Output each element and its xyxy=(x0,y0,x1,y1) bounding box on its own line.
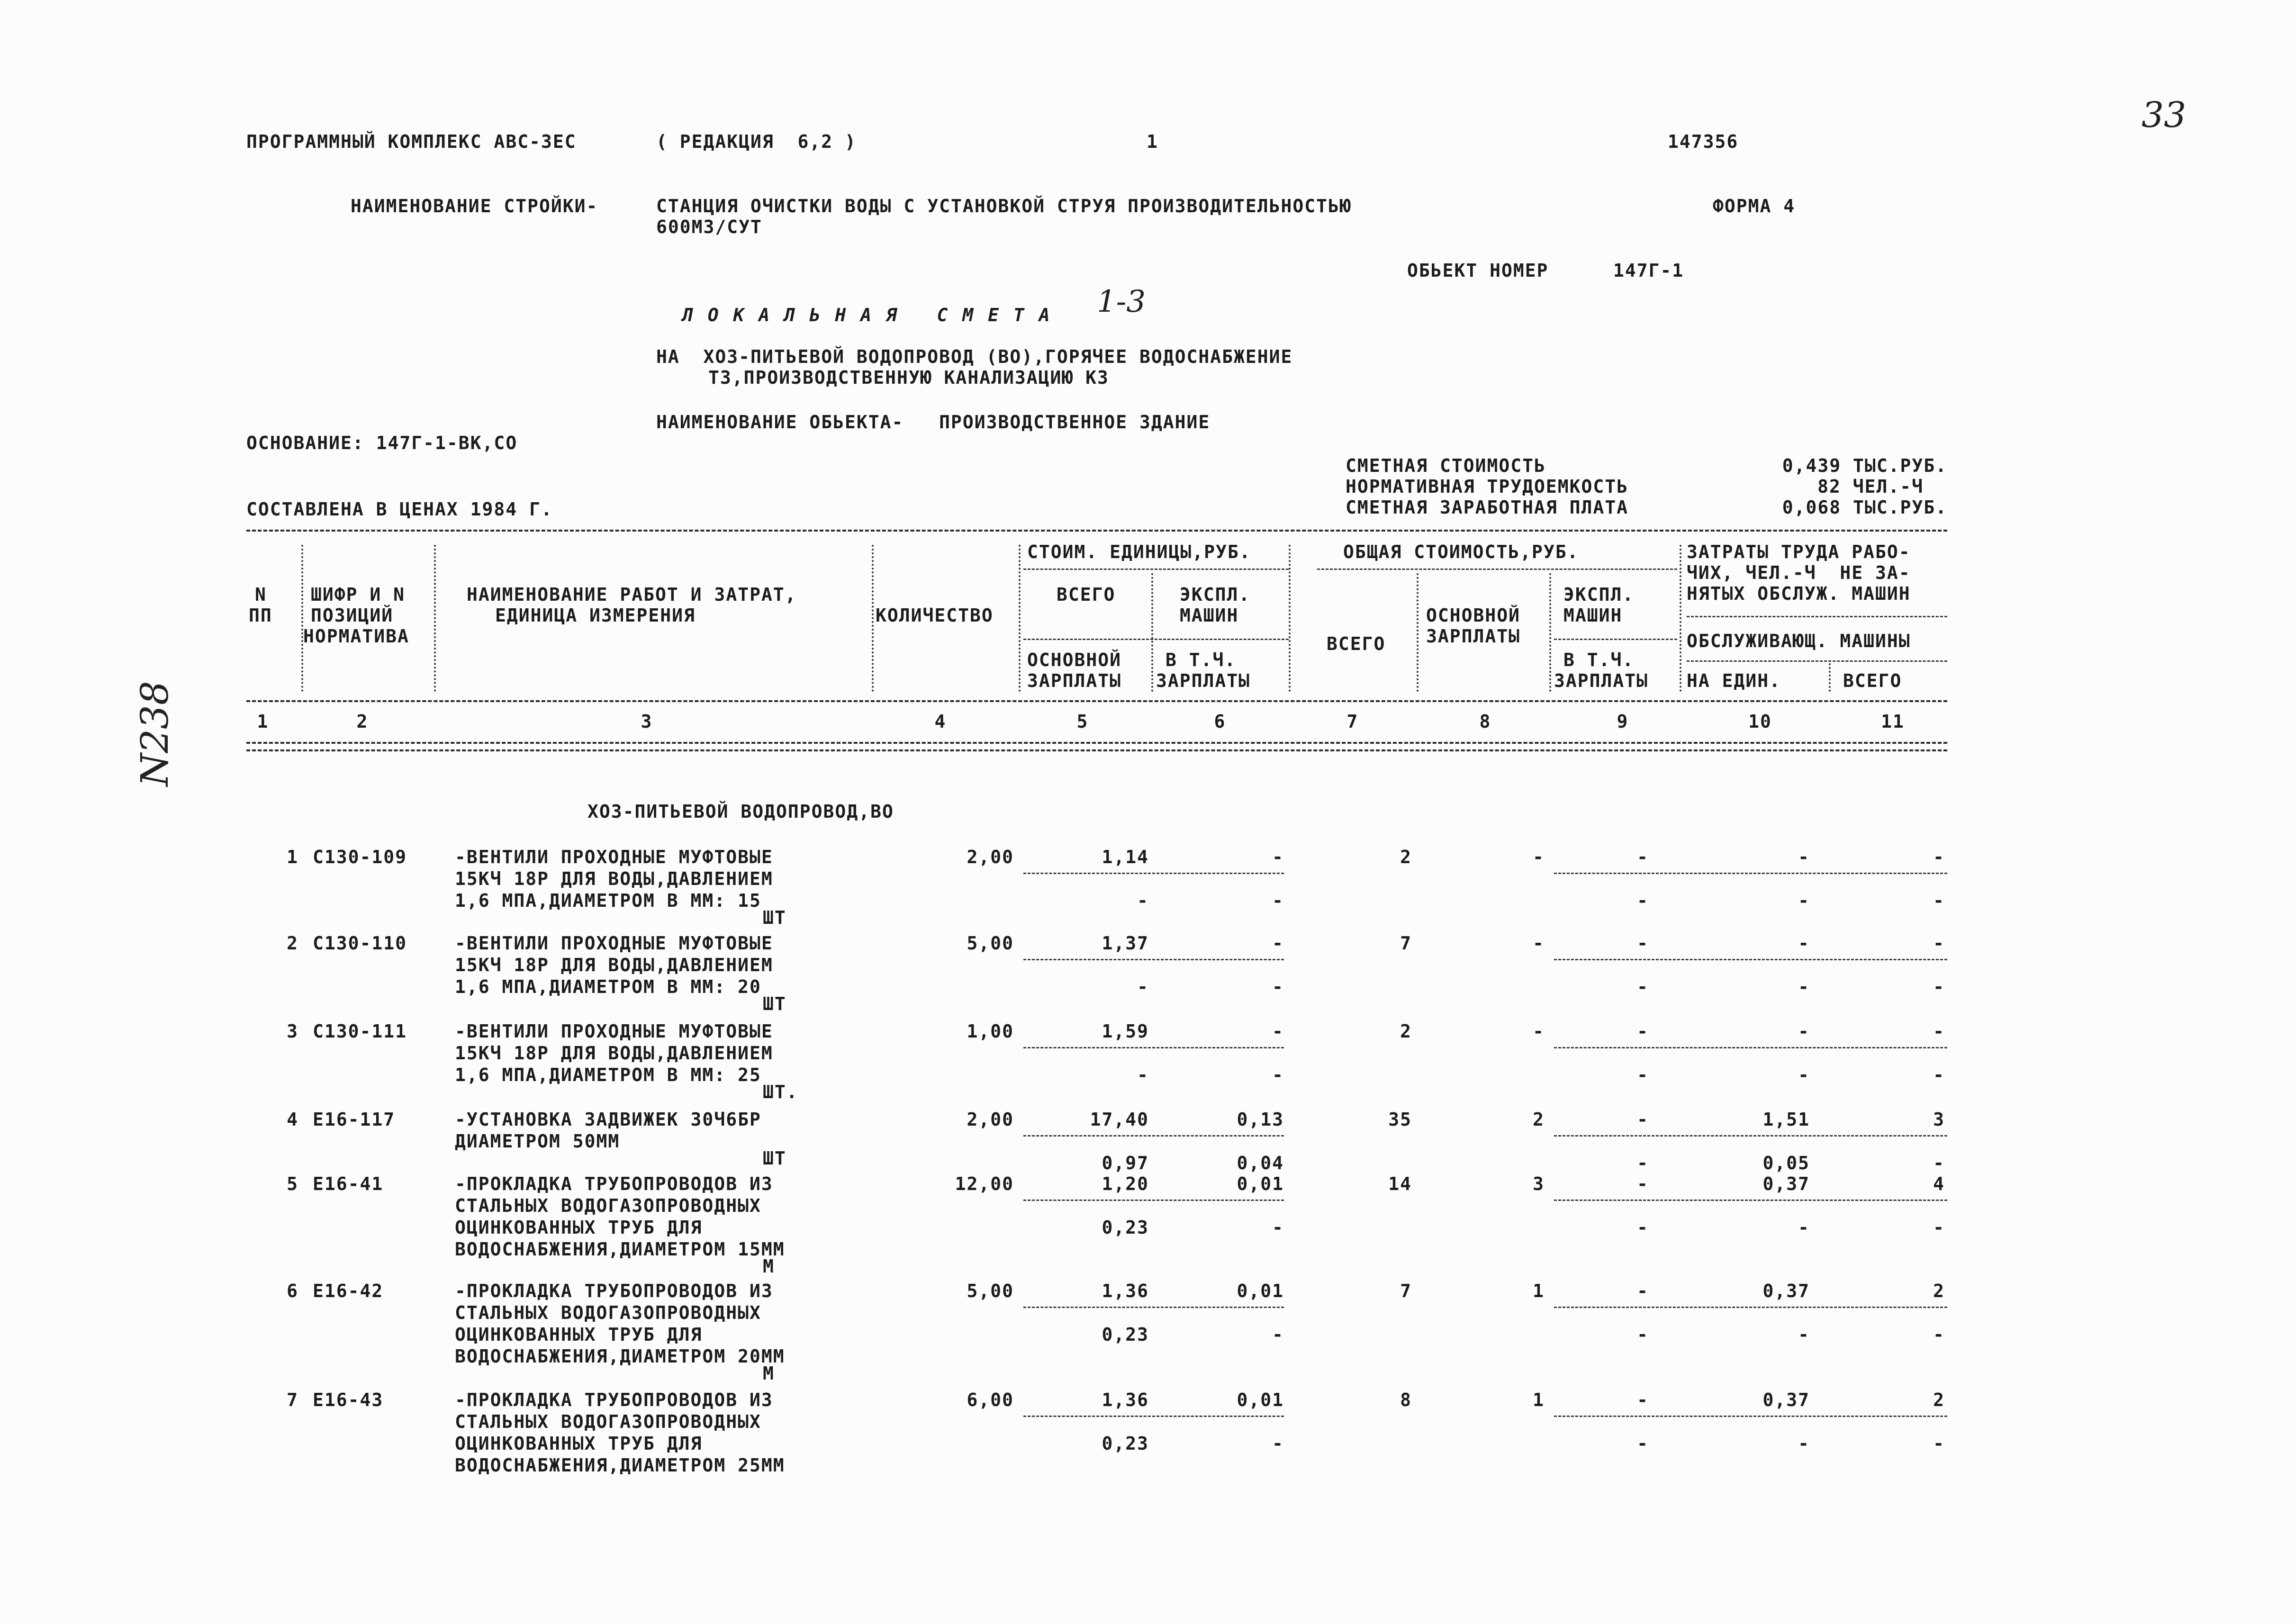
row-quantity: 1,00 xyxy=(967,1021,1014,1042)
row-labor2-total: - xyxy=(1933,1433,1945,1454)
construction-name-1: СТАНЦИЯ ОЧИСТКИ ВОДЫ С УСТАНОВКОЙ СТРУЯ ПРОИЗВОДИТЕЛЬНОСТЬЮ xyxy=(656,196,1352,217)
row-unit-incl: 0,04 xyxy=(1237,1153,1284,1173)
margin-handwritten-note: N238 xyxy=(133,681,177,786)
row-number: 2 xyxy=(287,933,298,954)
row-number: 1 xyxy=(287,847,298,867)
total-mach-head-1: ЭКСПЛ. xyxy=(1563,584,1635,605)
colnum-6: 6 xyxy=(1214,711,1226,732)
row-unit-wage: 0,97 xyxy=(1102,1153,1149,1173)
row-labor-unit: 0,37 xyxy=(1762,1281,1810,1301)
row-unit-incl: - xyxy=(1272,890,1284,911)
row-total: 14 xyxy=(1388,1173,1412,1194)
row-quantity: 6,00 xyxy=(967,1389,1014,1410)
unit-cost-head: СТОИМ. ЕДИНИЦЫ,РУБ. xyxy=(1027,541,1251,562)
row-labor-total: 2 xyxy=(1933,1281,1945,1301)
col1-head-1: N xyxy=(255,584,267,605)
col-sep-4 xyxy=(1019,545,1021,692)
row-number: 3 xyxy=(287,1021,298,1042)
total-incl-head-1: В Т.Ч. xyxy=(1563,650,1635,670)
row-unit-wage: - xyxy=(1137,1065,1149,1085)
row-labor2-unit: - xyxy=(1798,1433,1810,1454)
row-labor2-unit: - xyxy=(1798,1324,1810,1345)
row-labor2-unit: 0,05 xyxy=(1762,1153,1810,1173)
colnum-10: 10 xyxy=(1748,711,1772,732)
total-wage-head-2: ЗАРПЛАТЫ xyxy=(1426,626,1521,647)
labor-per-unit-head: НА ЕДИН. xyxy=(1687,670,1781,691)
total-all-head: ВСЕГО xyxy=(1327,633,1386,654)
row-subrule-mach xyxy=(1554,1047,1947,1048)
row-name-line: -ПРОКЛАДКА ТРУБОПРОВОДОВ ИЗ xyxy=(455,1173,773,1194)
page-corner-number: 33 xyxy=(2141,95,2187,135)
col-sep-7 xyxy=(1417,573,1419,692)
row-unit-total: 1,37 xyxy=(1102,933,1149,954)
total-wage-head-1: ОСНОВНОЙ xyxy=(1426,605,1521,626)
col-sep-9 xyxy=(1680,545,1681,692)
row-total-incl: - xyxy=(1637,1324,1649,1345)
colnum-5: 5 xyxy=(1076,711,1089,732)
row-unit-wage: 0,23 xyxy=(1102,1324,1149,1345)
row-total-incl: - xyxy=(1637,1433,1649,1454)
row-labor2-unit: - xyxy=(1798,976,1810,997)
row-total: 35 xyxy=(1388,1109,1412,1130)
header-rule-total xyxy=(1317,568,1677,570)
colnum-7: 7 xyxy=(1346,711,1359,732)
form-label: ФОРМА 4 xyxy=(1713,196,1796,217)
row-subrule-mach xyxy=(1554,873,1947,874)
row-name-line: ВОДОСНАБЖЕНИЯ,ДИАМЕТРОМ 15ММ xyxy=(455,1239,785,1260)
col-sep-8 xyxy=(1549,573,1551,692)
row-total: 8 xyxy=(1400,1389,1412,1410)
total-mach-head-2: МАШИН xyxy=(1563,605,1623,626)
row-total-wage: 2 xyxy=(1533,1109,1545,1130)
row-total-mach: - xyxy=(1637,1281,1649,1301)
row-labor-total: 4 xyxy=(1933,1173,1945,1194)
row-unit-mach: 0,13 xyxy=(1237,1109,1284,1130)
row-name-line: ВОДОСНАБЖЕНИЯ,ДИАМЕТРОМ 25ММ xyxy=(455,1455,785,1476)
row-unit-mach: - xyxy=(1272,847,1284,867)
row-number: 4 xyxy=(287,1109,298,1130)
row-labor2-total: - xyxy=(1933,1065,1945,1085)
row-quantity: 2,00 xyxy=(967,1109,1014,1130)
row-unit-incl: - xyxy=(1272,1065,1284,1085)
estimate-basis: ОСНОВАНИЕ: 147Г-1-ВК,СО xyxy=(246,433,518,453)
row-unit-incl: - xyxy=(1272,1324,1284,1345)
col-sep-1 xyxy=(301,545,303,692)
row-number: 5 xyxy=(287,1173,298,1194)
col3-head-1: НАИМЕНОВАНИЕ РАБОТ И ЗАТРАТ, xyxy=(467,584,797,605)
row-unit: ШТ xyxy=(763,993,786,1014)
col2-head-3: НОРМАТИВА xyxy=(303,626,409,647)
unit-incl-head-2: ЗАРПЛАТЫ xyxy=(1156,670,1251,691)
row-total-mach: - xyxy=(1637,1173,1649,1194)
col3-head-2: ЕДИНИЦА ИЗМЕРЕНИЯ xyxy=(495,605,696,626)
header-rule-unit-2 xyxy=(1023,639,1289,640)
row-subrule-mach xyxy=(1554,1416,1947,1417)
row-subrule-unit xyxy=(1023,1200,1284,1201)
row-unit: ШТ xyxy=(763,907,786,928)
row-labor-total: - xyxy=(1933,847,1945,867)
row-unit-total: 1,14 xyxy=(1102,847,1149,867)
row-name-line: -ВЕНТИЛИ ПРОХОДНЫЕ МУФТОВЫЕ xyxy=(455,847,773,867)
summary-value-labor: 82 ЧЕЛ.-Ч xyxy=(1817,476,1924,497)
row-code: С130-110 xyxy=(313,933,407,954)
row-total-mach: - xyxy=(1637,933,1649,954)
row-labor-total: - xyxy=(1933,933,1945,954)
object-number: 147Г-1 xyxy=(1613,260,1684,281)
row-name-line: ДИАМЕТРОМ 50ММ xyxy=(455,1131,620,1152)
colnum-9: 9 xyxy=(1617,711,1629,732)
row-name-line: -ПРОКЛАДКА ТРУБОПРОВОДОВ ИЗ xyxy=(455,1281,773,1301)
colnum-11: 11 xyxy=(1881,711,1905,732)
unit-wage-head-2: ЗАРПЛАТЫ xyxy=(1027,670,1122,691)
col-sep-5 xyxy=(1151,573,1153,692)
row-total-incl: - xyxy=(1637,1217,1649,1238)
page-number: 1 xyxy=(1147,131,1158,152)
row-name-line: 15КЧ 18Р ДЛЯ ВОДЫ,ДАВЛЕНИЕМ xyxy=(455,955,773,975)
row-name-line: -ВЕНТИЛИ ПРОХОДНЫЕ МУФТОВЫЕ xyxy=(455,933,773,954)
construction-name-2: 600М3/СУТ xyxy=(656,217,762,237)
labor-mach-head: ОБСЛУЖИВАЮЩ. МАШИНЫ xyxy=(1687,631,1911,651)
row-labor-unit: - xyxy=(1798,847,1810,867)
col-sep-2 xyxy=(434,545,436,692)
row-total-mach: - xyxy=(1637,847,1649,867)
object-label: ОБЬЕКТ НОМЕР xyxy=(1407,260,1549,281)
row-unit: ШТ. xyxy=(763,1082,798,1102)
row-name-line: СТАЛЬНЫХ ВОДОГАЗОПРОВОДНЫХ xyxy=(455,1411,761,1432)
row-quantity: 2,00 xyxy=(967,847,1014,867)
row-labor2-total: - xyxy=(1933,1153,1945,1173)
summary-label-wage: СМЕТНАЯ ЗАРАБОТНАЯ ПЛАТА xyxy=(1346,497,1629,518)
colnum-3: 3 xyxy=(641,711,653,732)
labor-head-3: НЯТЫХ ОБСЛУЖ. МАШИН xyxy=(1687,583,1911,604)
header-rule-labor-2 xyxy=(1687,660,1947,662)
row-unit: М xyxy=(763,1256,775,1277)
colnum-1: 1 xyxy=(257,711,269,732)
labor-total-head: ВСЕГО xyxy=(1843,670,1902,691)
construction-label: НАИМЕНОВАНИЕ СТРОЙКИ- xyxy=(351,196,598,217)
header-bottom-rule xyxy=(246,700,1947,702)
row-name-line: 1,6 МПА,ДИАМЕТРОМ В ММ: 20 xyxy=(455,976,761,997)
row-code: Е16-42 xyxy=(313,1281,384,1301)
row-subrule-unit xyxy=(1023,873,1284,874)
row-unit: М xyxy=(763,1363,775,1384)
row-total: 7 xyxy=(1400,1281,1412,1301)
row-subrule-mach xyxy=(1554,1307,1947,1308)
row-labor-total: 2 xyxy=(1933,1389,1945,1410)
row-total-incl: - xyxy=(1637,890,1649,911)
labor-head-1: ЗАТРАТЫ ТРУДА РАБО- xyxy=(1687,541,1911,562)
row-code: Е16-41 xyxy=(313,1173,384,1194)
estimate-subject-2: Т3,ПРОИЗВОДСТВЕННУЮ КАНАЛИЗАЦИЮ К3 xyxy=(708,367,1109,388)
row-total: 2 xyxy=(1400,847,1412,867)
row-unit-wage: - xyxy=(1137,890,1149,911)
row-total-wage: - xyxy=(1533,933,1545,954)
row-name-line: СТАЛЬНЫХ ВОДОГАЗОПРОВОДНЫХ xyxy=(455,1195,761,1216)
row-name-line: ОЦИНКОВАННЫХ ТРУБ ДЛЯ xyxy=(455,1217,703,1238)
row-unit-mach: - xyxy=(1272,1021,1284,1042)
row-total-mach: - xyxy=(1637,1109,1649,1130)
unit-total-head: ВСЕГО xyxy=(1057,584,1116,605)
summary-value-wage: 0,068 ТЫС.РУБ. xyxy=(1782,497,1947,518)
colnum-8: 8 xyxy=(1479,711,1491,732)
row-unit-wage: 0,23 xyxy=(1102,1217,1149,1238)
row-unit-incl: - xyxy=(1272,976,1284,997)
row-name-line: -УСТАНОВКА ЗАДВИЖЕК 30Ч6БР xyxy=(455,1109,761,1130)
row-name-line: 15КЧ 18Р ДЛЯ ВОДЫ,ДАВЛЕНИЕМ xyxy=(455,1043,773,1064)
row-labor-unit: - xyxy=(1798,933,1810,954)
row-labor2-unit: - xyxy=(1798,890,1810,911)
row-name-line: -ВЕНТИЛИ ПРОХОДНЫЕ МУФТОВЫЕ xyxy=(455,1021,773,1042)
summary-label-cost: СМЕТНАЯ СТОИМОСТЬ xyxy=(1346,455,1546,476)
row-labor-total: 3 xyxy=(1933,1109,1945,1130)
row-subrule-mach xyxy=(1554,1200,1947,1201)
row-total-incl: - xyxy=(1637,1153,1649,1173)
row-total-mach: - xyxy=(1637,1021,1649,1042)
row-name-line: СТАЛЬНЫХ ВОДОГАЗОПРОВОДНЫХ xyxy=(455,1302,761,1323)
row-labor-unit: - xyxy=(1798,1021,1810,1042)
row-labor2-total: - xyxy=(1933,1324,1945,1345)
price-base: СОСТАВЛЕНА В ЦЕНАХ 1984 Г. xyxy=(246,499,553,520)
row-subrule-unit xyxy=(1023,1416,1284,1417)
row-total: 7 xyxy=(1400,933,1412,954)
col4-head: КОЛИЧЕСТВО xyxy=(876,605,994,626)
estimate-subject-1: НА ХОЗ-ПИТЬЕВОЙ ВОДОПРОВОД (ВО),ГОРЯЧЕЕ ВОДОСНАБЖЕНИЕ xyxy=(656,346,1293,367)
col-sep-6 xyxy=(1289,545,1291,692)
unit-mach-head-1: ЭКСПЛ. xyxy=(1180,584,1251,605)
total-incl-head-2: ЗАРПЛАТЫ xyxy=(1554,670,1649,691)
row-total-incl: - xyxy=(1637,976,1649,997)
row-subrule-unit xyxy=(1023,1135,1284,1137)
row-unit: ШТ xyxy=(763,1148,786,1169)
row-total-incl: - xyxy=(1637,1065,1649,1085)
row-name-line: 1,6 МПА,ДИАМЕТРОМ В ММ: 15 xyxy=(455,890,761,911)
row-labor2-total: - xyxy=(1933,1217,1945,1238)
row-unit-mach: 0,01 xyxy=(1237,1173,1284,1194)
row-subrule-mach xyxy=(1554,1135,1947,1137)
header-rule-total-2 xyxy=(1554,639,1677,640)
row-unit-wage: - xyxy=(1137,976,1149,997)
document-code: 147356 xyxy=(1668,131,1739,152)
row-code: С130-109 xyxy=(313,847,407,867)
col-sep-10 xyxy=(1829,663,1831,692)
row-labor-total: - xyxy=(1933,1021,1945,1042)
summary-label-labor: НОРМАТИВНАЯ ТРУДОЕМКОСТЬ xyxy=(1346,476,1629,497)
row-name-line: ОЦИНКОВАННЫХ ТРУБ ДЛЯ xyxy=(455,1324,703,1345)
unit-wage-head-1: ОСНОВНОЙ xyxy=(1027,650,1122,670)
row-unit-incl: - xyxy=(1272,1433,1284,1454)
total-cost-head: ОБЩАЯ СТОИМОСТЬ,РУБ. xyxy=(1343,541,1579,562)
row-name-line: ОЦИНКОВАННЫХ ТРУБ ДЛЯ xyxy=(455,1433,703,1454)
row-unit-total: 1,20 xyxy=(1102,1173,1149,1194)
row-labor-unit: 0,37 xyxy=(1762,1173,1810,1194)
row-total-wage: - xyxy=(1533,1021,1545,1042)
row-subrule-unit xyxy=(1023,1047,1284,1048)
row-unit-total: 17,40 xyxy=(1090,1109,1149,1130)
labor-head-2: ЧИХ, ЧЕЛ.-Ч НЕ ЗА- xyxy=(1687,562,1911,583)
section-title: ХОЗ-ПИТЬЕВОЙ ВОДОПРОВОД,ВО xyxy=(587,801,894,822)
unit-mach-head-2: МАШИН xyxy=(1180,605,1239,626)
unit-incl-head-1: В Т.Ч. xyxy=(1166,650,1237,670)
row-unit-wage: 0,23 xyxy=(1102,1433,1149,1454)
col-sep-3 xyxy=(872,545,874,692)
row-name-line: ВОДОСНАБЖЕНИЯ,ДИАМЕТРОМ 20ММ xyxy=(455,1346,785,1367)
numbers-bottom-rule-2 xyxy=(246,749,1947,751)
row-unit-mach: - xyxy=(1272,933,1284,954)
row-unit-mach: 0,01 xyxy=(1237,1281,1284,1301)
col1-head-2: ПП xyxy=(249,605,272,626)
row-labor2-total: - xyxy=(1933,890,1945,911)
program-name: ПРОГРАММНЫЙ КОМПЛЕКС АВС-3ЕС xyxy=(246,131,577,152)
row-total-wage: 1 xyxy=(1533,1389,1545,1410)
row-quantity: 5,00 xyxy=(967,1281,1014,1301)
summary-value-cost: 0,439 ТЫС.РУБ. xyxy=(1782,455,1947,476)
row-total: 2 xyxy=(1400,1021,1412,1042)
colnum-2: 2 xyxy=(356,711,369,732)
header-rule-unit xyxy=(1023,568,1289,570)
row-labor-unit: 0,37 xyxy=(1762,1389,1810,1410)
row-unit-total: 1,59 xyxy=(1102,1021,1149,1042)
row-total-wage: 1 xyxy=(1533,1281,1545,1301)
row-number: 6 xyxy=(287,1281,298,1301)
row-unit-incl: - xyxy=(1272,1217,1284,1238)
row-subrule-unit xyxy=(1023,959,1284,960)
row-unit-total: 1,36 xyxy=(1102,1281,1149,1301)
table-top-rule xyxy=(246,530,1947,532)
colnum-4: 4 xyxy=(934,711,947,732)
col2-head-2: ПОЗИЦИЙ xyxy=(311,605,394,626)
object-name: НАИМЕНОВАНИЕ ОБЬЕКТА- ПРОИЗВОДСТВЕННОЕ ЗДАНИЕ xyxy=(656,412,1211,433)
row-labor2-unit: - xyxy=(1798,1065,1810,1085)
row-subrule-mach xyxy=(1554,959,1947,960)
row-name-line: 1,6 МПА,ДИАМЕТРОМ В ММ: 25 xyxy=(455,1065,761,1085)
document-title: Л О К А Л Ь Н А Я С М Е Т А xyxy=(682,305,1052,325)
row-code: Е16-117 xyxy=(313,1109,396,1130)
row-total-wage: - xyxy=(1533,847,1545,867)
row-subrule-unit xyxy=(1023,1307,1284,1308)
row-labor2-total: - xyxy=(1933,976,1945,997)
row-name-line: -ПРОКЛАДКА ТРУБОПРОВОДОВ ИЗ xyxy=(455,1389,773,1410)
row-labor2-unit: - xyxy=(1798,1217,1810,1238)
row-code: С130-111 xyxy=(313,1021,407,1042)
document-number: 1-3 xyxy=(1097,284,1146,319)
col2-head-1: ШИФР И N xyxy=(311,584,406,605)
row-unit-total: 1,36 xyxy=(1102,1389,1149,1410)
row-quantity: 5,00 xyxy=(967,933,1014,954)
row-labor-unit: 1,51 xyxy=(1762,1109,1810,1130)
numbers-bottom-rule xyxy=(246,742,1947,744)
program-edition: ( РЕДАКЦИЯ 6,2 ) xyxy=(656,131,857,152)
row-total-wage: 3 xyxy=(1533,1173,1545,1194)
header-rule-labor-1 xyxy=(1687,616,1947,617)
row-quantity: 12,00 xyxy=(955,1173,1014,1194)
row-total-mach: - xyxy=(1637,1389,1649,1410)
row-number: 7 xyxy=(287,1389,298,1410)
row-name-line: 15КЧ 18Р ДЛЯ ВОДЫ,ДАВЛЕНИЕМ xyxy=(455,868,773,889)
row-unit-mach: 0,01 xyxy=(1237,1389,1284,1410)
row-code: Е16-43 xyxy=(313,1389,384,1410)
